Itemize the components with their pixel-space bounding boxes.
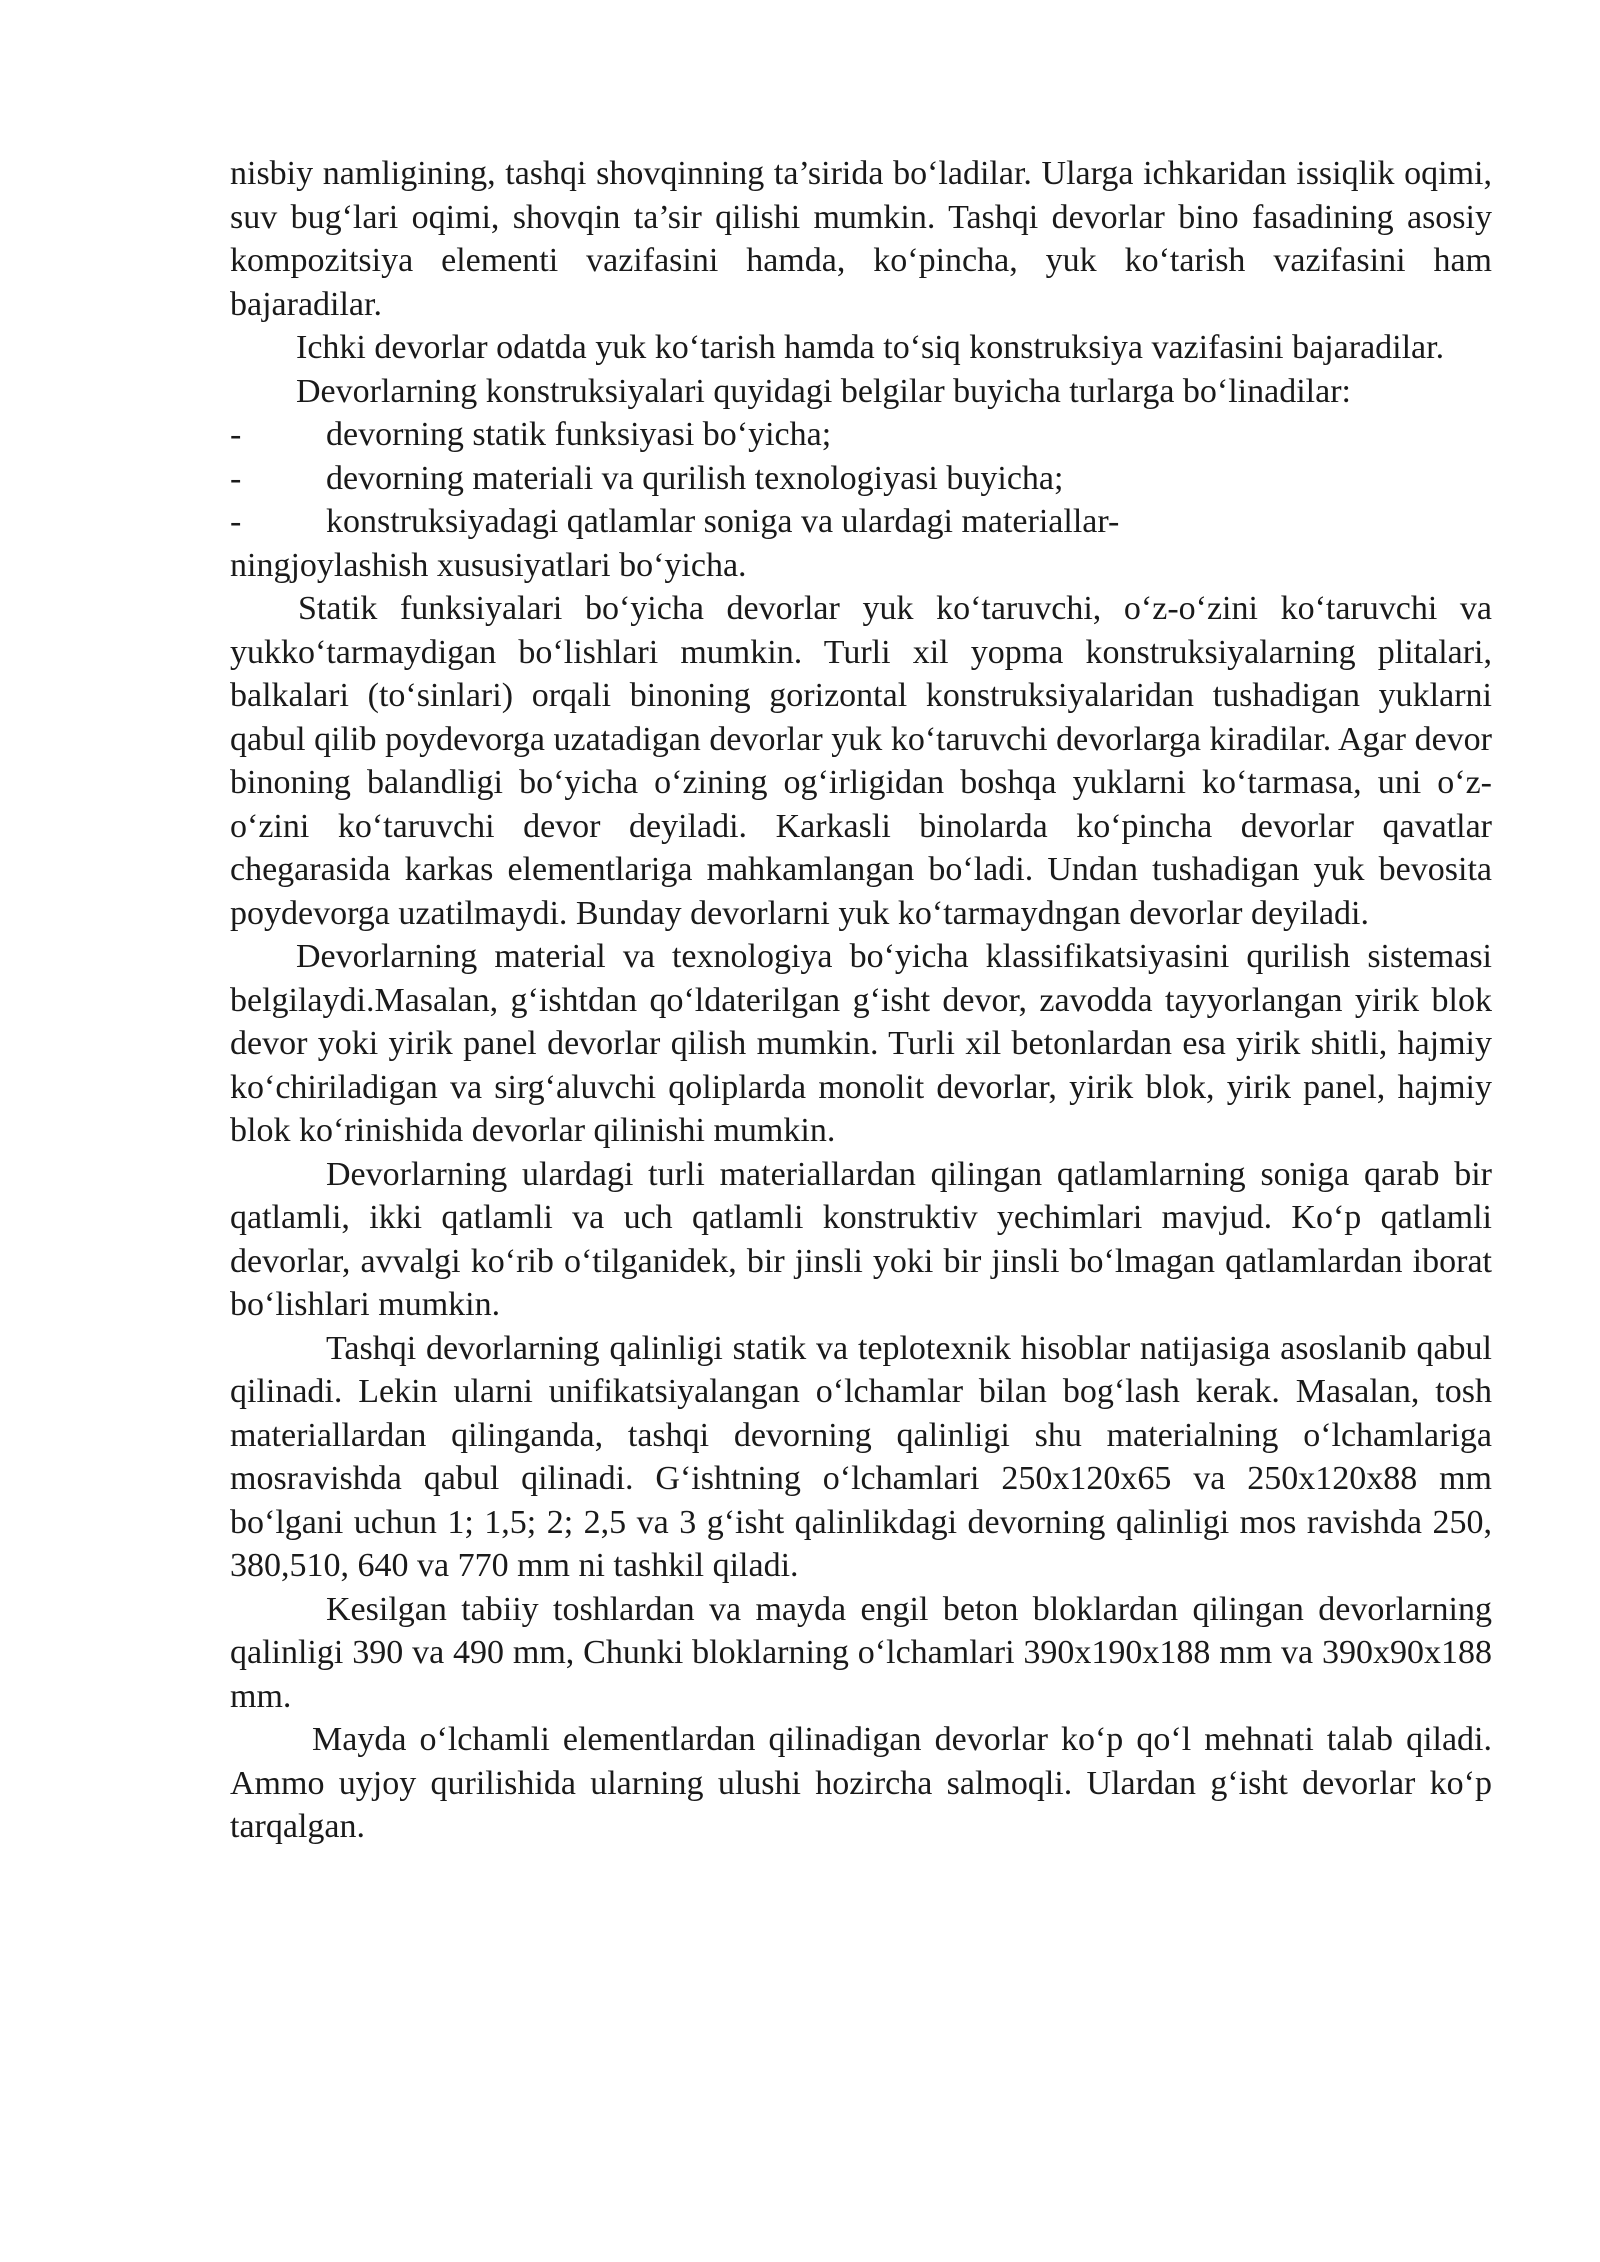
paragraph-material-technology: Devorlarning material va texnologiya bo‘yicha klassifikatsiyasini qurilish sistemasi belgilaydi.Masalan, g‘ishtdan qo‘ldaterilgan g‘isht devor, zavodda tayyorlangan yirik blok devor yoki yirik panel devorlar qilish mumkin. Turli xil betonlardan esa yirik shitli, hajmiy ko‘chiriladigan va sirg‘aluvchi qoliplarda monolit devorlar, yirik blok, yirik panel, hajmiy blok ko‘rinishida devorlar qilinishi mumkin.	[230, 938, 1492, 1149]
paragraph-wall-thickness: Tashqi devorlarning qalinligi statik va teplotexnik hisoblar natijasiga asoslanib qabul qilinadi. Lekin ularni unifikatsiyalangan o‘lchamlar bilan bog‘lash kerak. Masalan, tosh materiallardan qilinganda, tashqi devorning qalinligi shu materialning o‘lchamlariga mosravishda qabul qilinadi. G‘ishtning o‘lchamlari 250x120x65 va 250x120x88 mm bo‘lgani uchun 1; 1,5; 2; 2,5 va 3 g‘isht qalinlikdagi devorning qalinligi mos ravishda 250, 380,510, 640 va 770 mm ni tashkil qiladi.	[230, 1329, 1492, 1584]
list-continuation: ningjoylashish xususiyatlari bo‘yicha.	[230, 546, 747, 584]
document-page	[230, 152, 1492, 1849]
list-item	[230, 413, 1492, 457]
list-dash: -	[230, 459, 242, 497]
paragraph-stone-blocks: Kesilgan tabiiy toshlardan va mayda engil beton bloklardan qilingan devorlarning qalinligi 390 va 490 mm, Chunki bloklarning o‘lchamlari 390x190x188 mm va 390x90x188 mm.	[230, 1590, 1492, 1715]
paragraph-static-functions: Statik funksiyalari bo‘yicha devorlar yuk ko‘taruvchi, o‘z-o‘zini ko‘taruvchi va yukko‘tarmaydigan bo‘lishlari mumkin. Turli xil yopma konstruksiyalarning plitalari, balkalari (to‘sinlari) orqali binoning gorizontal konstruksiyalaridan tushadigan yuklarni qabul qilib poydevorga uzatadigan devorlar yuk ko‘taruvchi devorlarga kiradilar. Agar devor binoning balandligi bo‘yicha o‘zining og‘irligidan boshqa yuklarni ko‘tarmasa, uni o‘z-o‘zini ko‘taruvchi devor deyiladi. Karkasli binolarda ko‘pincha devorlar qavatlar chegarasida karkas elementlariga mahkamlangan bo‘ladi. Undan tushadigan yuk bevosita poydevorga uzatilmaydi. Bunday devorlarni yuk ko‘tarmaydngan devorlar deyiladi.	[230, 590, 1492, 932]
paragraph-outer-wall-conditions: nisbiy namligining, tashqi shovqinning ta’sirida bo‘ladilar. Ularga ichkaridan issiqlik oqimi, suv bug‘lari oqimi, shovqin ta’sir qilishi mumkin. Tashqi devorlar bino fasadining asosiy kompozitsiya elementi vazifasini hamda, ko‘pincha, yuk ko‘tarish vazifasini ham bajaradilar.	[230, 155, 1492, 323]
list-item-text: devorning statik funksiyasi bo‘yicha;	[326, 416, 832, 453]
list-item-text: devorning materiali va qurilish texnologiyasi buyicha;	[326, 459, 1064, 497]
paragraph-small-elements: Mayda o‘lchamli elementlardan qilinadigan devorlar ko‘p qo‘l mehnati talab qiladi. Ammo uyjoy qurilishida ularning ulushi hozircha salmoqli. Ulardan g‘isht devorlar ko‘p tarqalgan.	[230, 1721, 1492, 1845]
list-item	[230, 457, 1492, 501]
list-item-text: konstruksiyadagi qatlamlar soniga va ulardagi materiallar-	[326, 503, 1120, 540]
classification-list	[230, 413, 1492, 544]
list-item	[230, 500, 1492, 544]
list-dash: -	[230, 416, 242, 453]
list-dash: -	[230, 503, 242, 540]
paragraph-layer-count: Devorlarning ulardagi turli materiallardan qilingan qatlamlarning soniga qarab bir qatlamli, ikki qatlamli va uch qatlamli konstruktiv yechimlari mavjud. Ko‘p qatlamli devorlar, avvalgi ko‘rib o‘tilganidek, bir jinsli yoki bir jinsli bo‘lmagan qatlamlardan iborat bo‘lishlari mumkin.	[230, 1155, 1492, 1323]
paragraph-inner-walls: Ichki devorlar odatda yuk ko‘tarish hamda to‘siq konstruksiya vazifasini bajaradilar.	[296, 329, 1445, 366]
paragraph-wall-classification-intro: Devorlarning konstruksiyalari quyidagi belgilar buyicha turlarga bo‘linadilar:	[296, 372, 1351, 410]
